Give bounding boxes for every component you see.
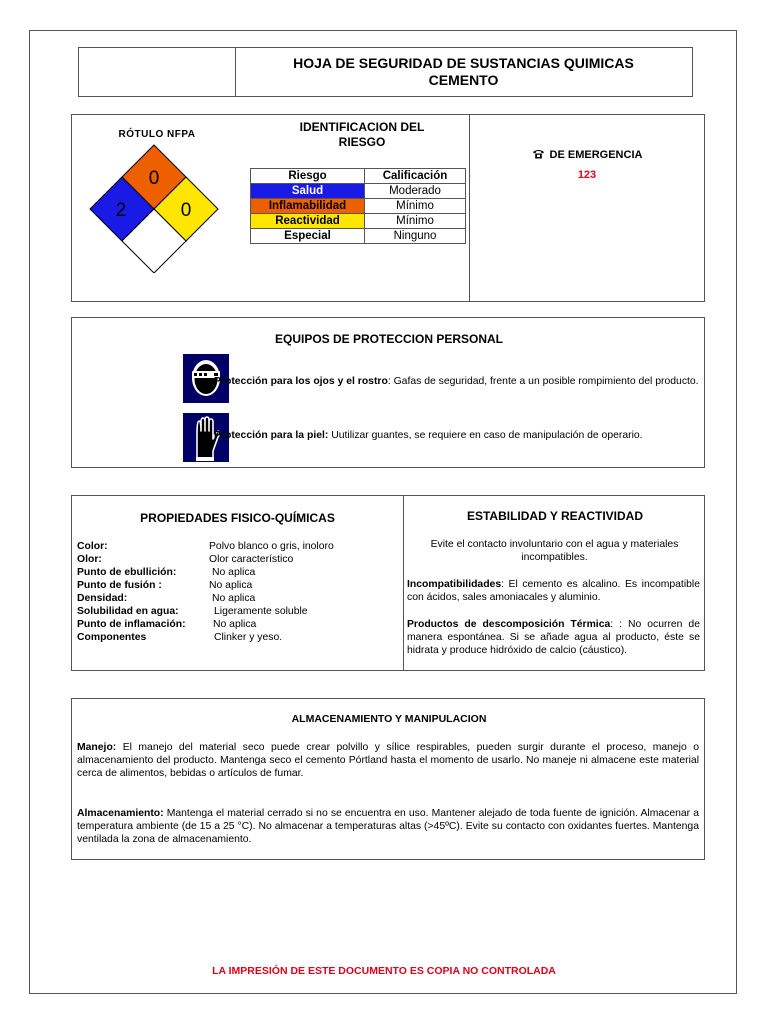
prop-value: No aplica [209,580,253,591]
handling-text: El manejo del material seco puede crear polvillo y sílice respirables, pueden surgir durante el proceso, manejo o almacenamiento del producto. Mantenga seco el cemento Pórtland hasta el momento de usarlo. No maneje ni almacene este material cerca de alimentos, bebidas o artículos de fumar. [77,742,699,779]
properties-stability-section [71,495,705,671]
footer-note: LA IMPRESIÓN DE ESTE DOCUMENTO ES COPIA NO CONTROLADA [212,965,556,977]
prop-label: Punto de inflamación: [77,619,186,630]
rating-reactivity: Mínimo [365,214,466,229]
prop-label: Componentes [77,632,147,643]
risk-table-header [251,169,466,184]
rating-special: Ninguno [365,229,466,244]
decomp-label: Productos de descomposición Térmica [407,619,611,630]
storage-handling-section [71,698,705,860]
prop-label: Punto de ebullición: [77,567,177,578]
properties-title: PROPIEDADES FISICO-QUÍMICAS [140,511,335,525]
stability-incompatibilities [407,578,700,604]
header-rating: Calificación [365,169,466,184]
handling-label: Manejo: [77,742,117,753]
ppe-title: EQUIPOS DE PROTECCION PERSONAL [274,332,504,346]
nfpa-health-value: 2 [115,200,127,221]
ppe-skin-label: Protección para la piel: [214,430,329,441]
prop-value: Ligeramente soluble [214,606,308,617]
risk-special: Especial [251,229,365,244]
stability-title: ESTABILIDAD Y REACTIVIDAD [466,509,643,523]
logo-area [79,48,236,96]
stability-decomposition [407,618,700,657]
handling-paragraph [77,741,699,780]
nfpa-reactivity-value: 0 [180,200,192,221]
document-header [78,47,693,97]
emergency-text: DE EMERGENCIA [549,149,643,161]
nfpa-label-title: RÓTULO NFPA [118,129,196,140]
nfpa-diamond-icon [89,143,219,273]
header-risk: Riesgo [251,169,365,184]
risk-title-line-2: RIESGO [338,135,386,149]
prop-label: Densidad: [77,593,128,604]
risk-table [250,168,466,244]
rating-flammability: Mínimo [365,199,466,214]
table-row [251,199,466,214]
risk-flammability: Inflamabilidad [251,199,365,214]
table-row [251,214,466,229]
phone-icon [532,148,545,159]
ppe-eyes-face [214,375,699,388]
emergency-label [472,148,702,161]
ppe-eyes-text: : Gafas de seguridad, frente a un posible rompimiento del producto. [387,376,699,387]
prop-value: Polvo blanco o gris, inoloro [209,541,334,552]
table-row [251,229,466,244]
prop-label: Color: [77,541,108,552]
document-title [235,55,692,89]
incompat-label: Incompatibilidades [407,579,502,590]
storage-title: ALMACENAMIENTO Y MANIPULACION [291,713,487,725]
storage-label: Almacenamiento: [77,808,164,819]
nfpa-fire-value: 0 [148,168,160,189]
title-line-1: HOJA DE SEGURIDAD DE SUSTANCIAS QUIMICAS [293,55,634,71]
incompat-text: : El cemento es alcalino. Es incompatible con ácidos, sales amoniacales y aluminio. [407,579,700,603]
prop-value: No aplica [213,619,257,630]
divider [469,115,470,301]
ppe-eyes-label: Protección para los ojos y el rostro [214,376,388,387]
prop-value: Clinker y yeso. [214,632,283,643]
ppe-skin-text: Uutilizar guantes, se requiere en caso de manipulación de operario. [328,430,643,441]
risk-title-line-1: IDENTIFICACION DEL [299,120,425,134]
document-page [29,30,737,994]
ppe-skin [214,429,699,442]
prop-value: No aplica [212,593,256,604]
prop-label: Punto de fusión : [77,580,162,591]
prop-label: Olor: [77,554,102,565]
risk-identification-section [71,114,705,302]
ppe-section [71,317,705,468]
storage-paragraph [77,807,699,846]
prop-label: Solubilidad en agua: [77,606,179,617]
decomp-text: : : No ocurren de manera espontánea. Si se añade agua al producto, éste se hidrata y produce hidróxido de calcio (cáustico). [407,619,700,656]
table-row [251,184,466,199]
risk-reactivity: Reactividad [251,214,365,229]
risk-health: Salud [251,184,365,199]
stability-intro: Evite el contacto involuntario con el agua y materiales incompatibles. [430,539,679,563]
prop-value: No aplica [212,567,256,578]
title-line-2: CEMENTO [428,72,499,88]
risk-title [272,120,452,150]
storage-text: Mantenga el material cerrado si no se encuentra en uso. Mantener alejado de toda fuente de ignición. Almacenar a temperatura ambiente (de 15 a 25 °C). No almacenar a temperaturas altas (>45ºC). Evite su contacto con oxidantes fuertes. Mantenga ventilada la zona de almacenamiento. [77,808,699,845]
rating-health: Moderado [365,184,466,199]
emergency-number: 123 [577,169,597,181]
prop-value: Olor característico [209,554,294,565]
